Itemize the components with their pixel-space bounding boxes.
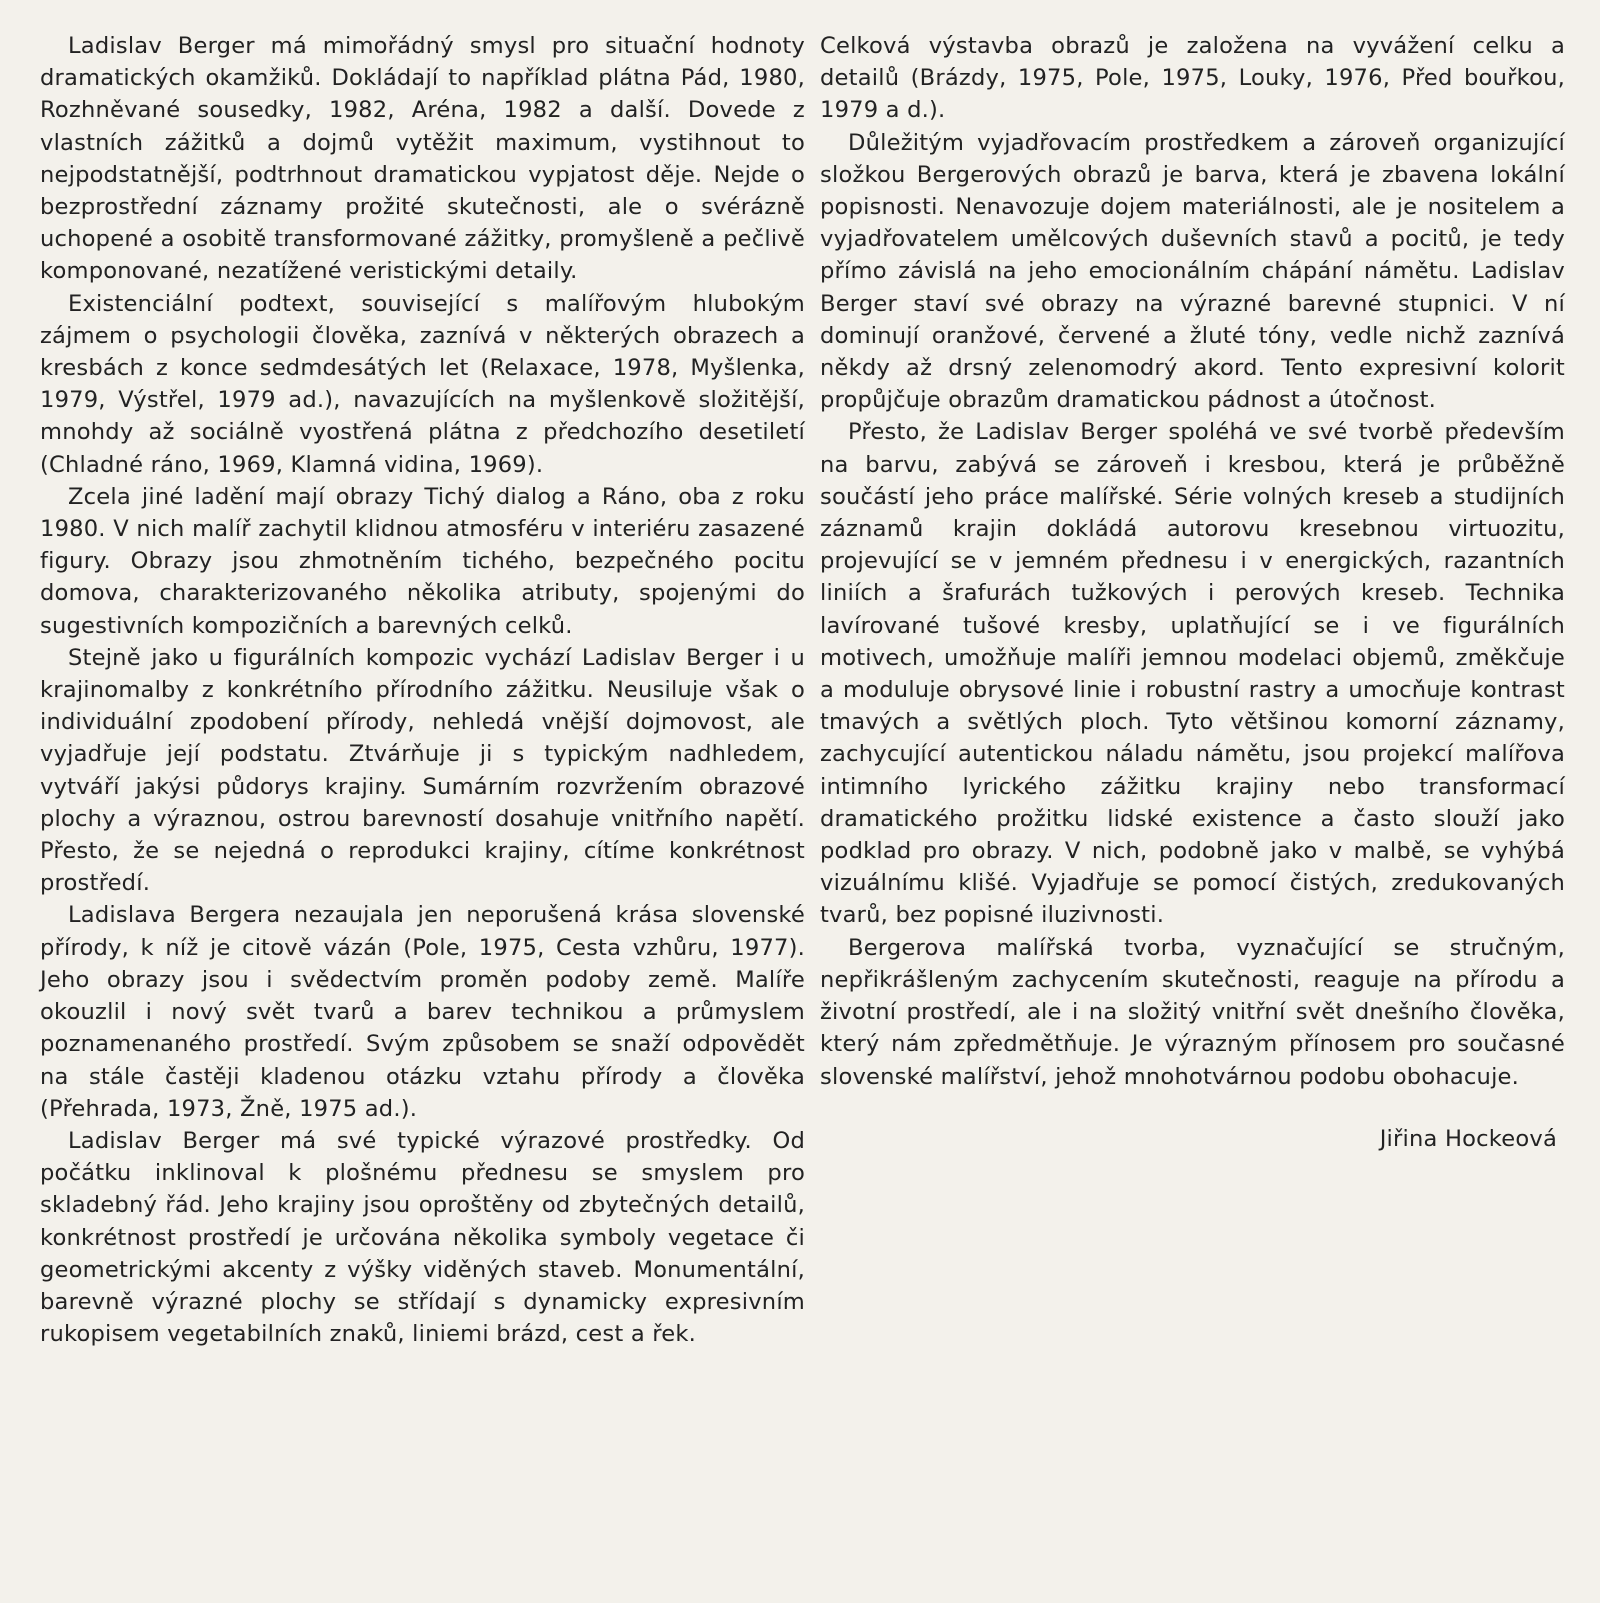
paragraph: Přesto, že Ladislav Berger spoléhá ve své tvorbě především na barvu, zabývá se zároveň i kresbou, která je průběžně součástí jeho práce malířské. Série volných kreseb a studijních záznamů krajin dokládá autorovu kresebnou virtuozitu, projevující se v jemném přednesu i v energických, razantních liniích a šrafurách tužkových i perových kreseb. Technika lavírované tušové kresby, uplatňující se i ve figurálních motivech, umožňuje malíři jemnou modelaci objemů, změkčuje a moduluje obrysové linie i robustní rastry a umocňuje kontrast tmavých a světlých ploch. Tyto většinou komorní záznamy, zachycující autentickou náladu námětu, jsou projekcí malířova intimního lyrického zážitku krajiny nebo transformací dramatického prožitku lidské existence a často slouží jako podklad pro obrazy. V nich, podobně jako v malbě, se vyhýbá vizuálnímu klišé. Vyjadřuje se pomocí čistých, zredukovaných tvarů, bez popisné iluzivnosti. (820, 419, 1565, 929)
paragraph: Ladislava Bergera nezaujala jen neporušená krása slovenské přírody, k níž je citově vázán (Pole, 1975, Cesta vzhůru, 1977). Jeho obrazy jsou i svědectvím proměn podoby země. Malíře okouzlil i nový svět tvarů a barev technikou a průmyslem poznamenaného prostředí. Svým způsobem se snaží odpovědět na stále častěji kladenou otázku vztahu přírody a člověka (Přehrada, 1973, Žně, 1975 ad.). (40, 902, 805, 1122)
author-signature: Jiřina Hockeová (1379, 1125, 1557, 1152)
paragraph: Existenciální podtext, související s malířovým hlubokým zájmem o psychologii člověka, zaznívá v některých obrazech a kresbách z konce sedmdesátých let (Relaxace, 1978, Myšlenka, 1979, Výstřel, 1979 ad.), navazujících na myšlenkově složitější, mnohdy až sociálně vyostřená plátna z předchozího desetiletí (Chladné ráno, 1969, Klamná vidina, 1969). (40, 290, 805, 478)
right-text-column (820, 30, 1565, 1155)
paragraph: Ladislav Berger má mimořádný smysl pro situační hodnoty dramatických okamžiků. Dokládají to například plátna Pád, 1980, Rozhněvané sousedky, 1982, Aréna, 1982 a další. Dovede z vlastních zážitků a dojmů vytěžit maximum, vystihnout to nejpodstatnější, podtrhnout dramatickou vypjatost děje. Nejde o bezprostřední záznamy prožité skutečnosti, ale o svérázně uchopené a osobitě transformované zážitky, promyšleně a pečlivě komponované, nezatížené veristickými detaily. (40, 33, 805, 285)
paragraph: Důležitým vyjadřovacím prostředkem a zároveň organizující složkou Bergerových obrazů je barva, která je zbavena lokální popisnosti. Nenavozuje dojem materiálnosti, ale je nositelem a vyjadřovatelem umělcových duševních stavů a pocitů, je tedy přímo závislá na jeho emocionálním chápání námětu. Ladislav Berger staví své obrazy na výrazné barevné stupnici. V ní dominují oranžové, červené a žluté tóny, vedle nichž zaznívá někdy až drsný zelenomodrý akord. Tento expresivní kolorit propůjčuje obrazům dramatickou pádnost a útočnost. (820, 129, 1565, 414)
paragraph: Ladislav Berger má své typické výrazové prostředky. Od počátku inklinoval k plošnému přednesu se smyslem pro skladebný řád. Jeho krajiny jsou oproštěny od zbytečných detailů, konkrétnost prostředí je určována několika symboly vegetace či geometrickými akcenty z výšky viděných staveb. Monumentální, barevně výrazné plochy se střídají s dynamicky expresivním rukopisem vegetabilních znaků, liniemi brázd, cest a řek. (40, 1127, 805, 1348)
paragraph: Zcela jiné ladění mají obrazy Tichý dialog a Ráno, oba z roku 1980. V nich malíř zachytil klidnou atmosféru v interiéru zasazené figury. Obrazy jsou zhmotněním tichého, bezpečného pocitu domova, charakterizovaného několika atributy, spojenými do sugestivních kompozičních a barevných celků. (40, 483, 805, 639)
left-text-column (40, 30, 805, 1350)
paragraph-continued: Celková výstavba obrazů je založena na vyvážení celku a detailů (Brázdy, 1975, Pole, 1975, Louky, 1976, Před bouřkou, 1979 a d.). (820, 33, 1565, 124)
paragraph: Bergerova malířská tvorba, vyznačující se stručným, nepřikrášleným zachycením skutečnosti, reaguje na přírodu a životní prostředí, ale i na složitý vnitřní svět dnešního člověka, který nám zpředmětňuje. Je výrazným přínosem pro současné slovenské malířství, jehož mnohotvárnou podobu obohacuje. (820, 934, 1565, 1090)
paragraph: Stejně jako u figurálních kompozic vychází Ladislav Berger i u krajinomalby z konkrétního přírodního zážitku. Neusiluje však o individuální zpodobení přírody, nehledá vnější dojmovost, ale vyjadřuje její podstatu. Ztvárňuje ji s typickým nadhledem, vytváří jakýsi půdorys krajiny. Sumárním rozvržením obrazové plochy a výraznou, ostrou barevností dosahuje vnitřního napětí. Přesto, že se nejedná o reprodukci krajiny, cítíme konkrétnost prostředí. (40, 644, 805, 897)
